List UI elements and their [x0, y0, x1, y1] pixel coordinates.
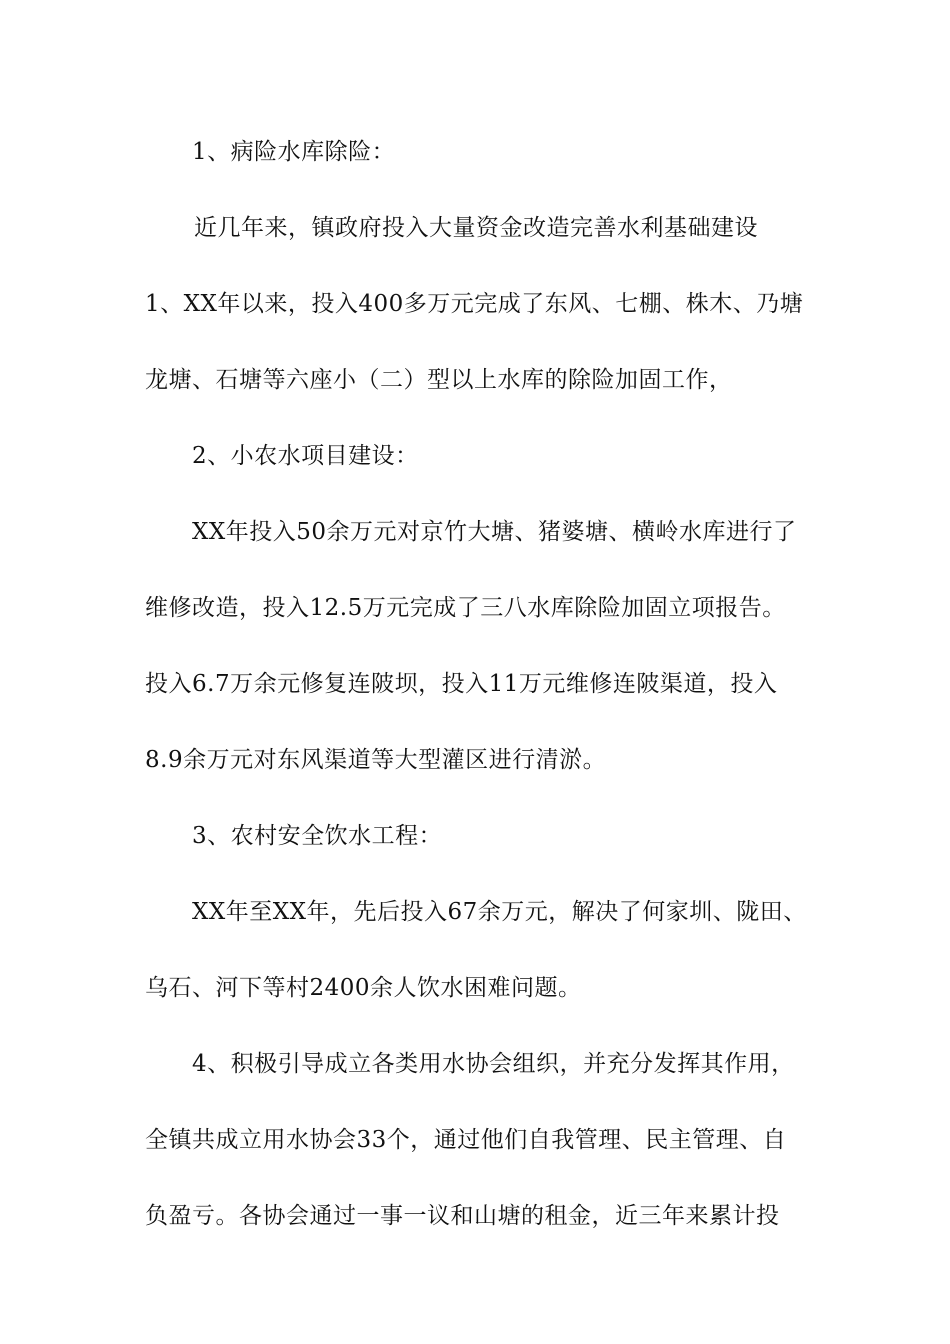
heading-reservoir-reinforcement: 1、病险水库除险：: [192, 139, 396, 165]
heading-water-associations: 4、积极引导成立各类用水协会组织，并充分发挥其作用，: [192, 1051, 795, 1077]
paragraph-line: 全镇共成立用水协会33个，通过他们自我管理、民主管理、自: [145, 1127, 787, 1153]
paragraph-line: XX年投入50余万元对京竹大塘、猪婆塘、横岭水库进行了: [192, 519, 797, 545]
paragraph-line: 1、XX年以来，投入400多万元完成了东风、七棚、株木、乃塘: [145, 291, 804, 317]
paragraph-line: 维修改造，投入12.5万元完成了三八水库除险加固立项报告。: [145, 595, 786, 621]
paragraph-line: 负盈亏。各协会通过一事一议和山塘的租金，近三年来累计投: [145, 1203, 780, 1229]
heading-drinking-water: 3、农村安全饮水工程：: [192, 823, 443, 849]
paragraph-line: 8.9余万元对东风渠道等大型灌区进行清淤。: [145, 747, 607, 773]
heading-small-irrigation: 2、小农水项目建设：: [192, 443, 419, 469]
paragraph-line: 近几年来，镇政府投入大量资金改造完善水利基础建设: [194, 215, 758, 241]
paragraph-line: XX年至XX年，先后投入67余万元，解决了何家圳、陇田、: [192, 899, 807, 925]
paragraph-line: 乌石、河下等村2400余人饮水困难问题。: [145, 975, 582, 1001]
paragraph-line: 投入6.7万余元修复连陂坝，投入11万元维修连陂渠道，投入: [145, 671, 778, 697]
paragraph-line: 龙塘、石塘等六座小（二）型以上水库的除险加固工作，: [145, 367, 733, 393]
